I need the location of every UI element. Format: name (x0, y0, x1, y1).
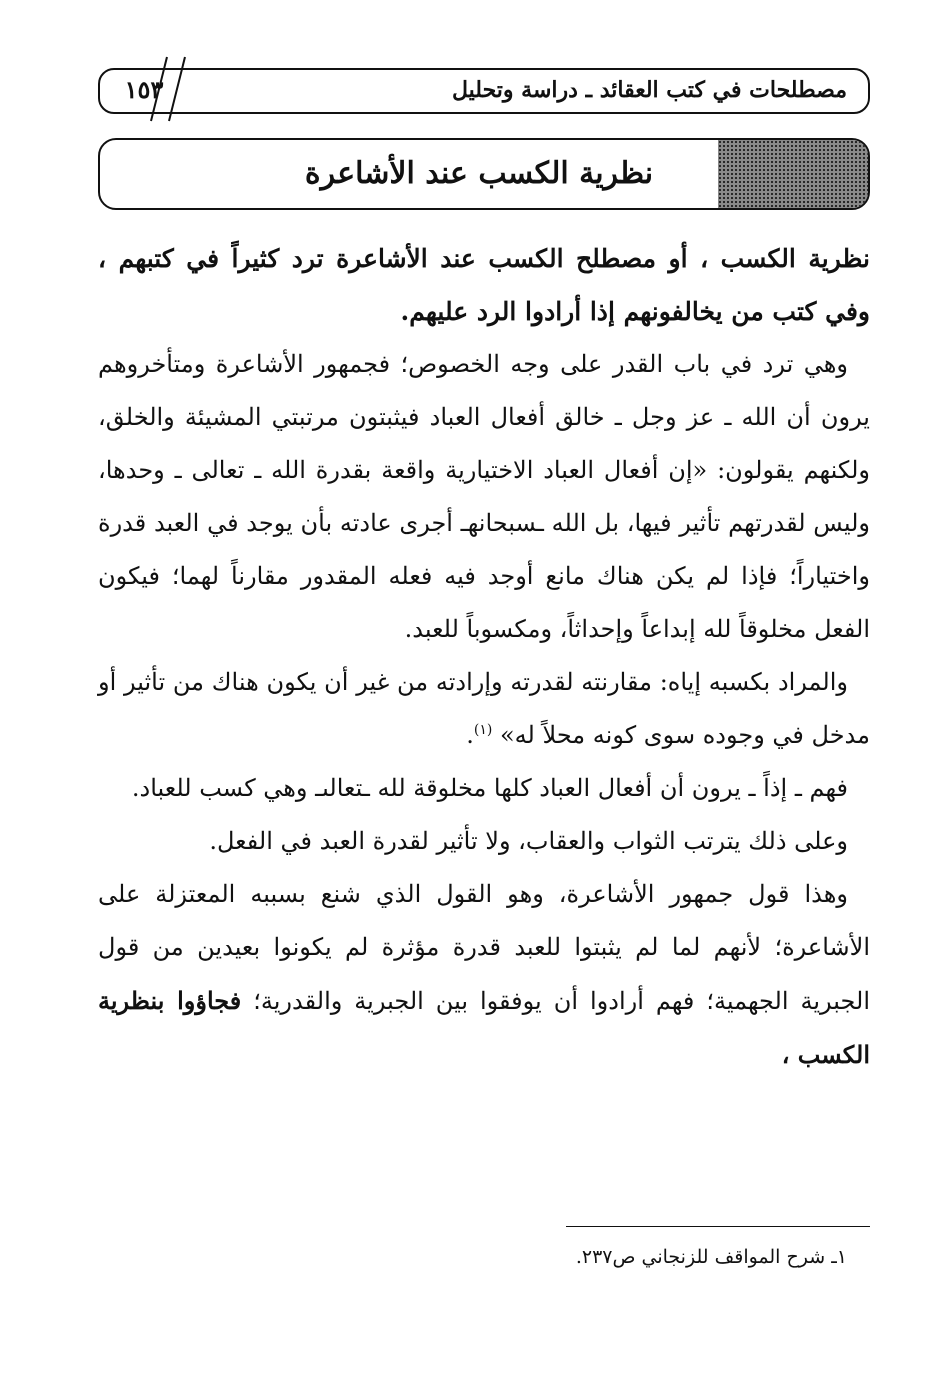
lead-paragraph: نظرية الكسب ، أو مصطلح الكسب عند الأشاعرة ترد كثيراً في كتبهم ، وفي كتب من يخالفونهم إذا أرادوا الرد عليهم. (98, 244, 870, 326)
section-title: نظرية الكسب عند الأشاعرة (304, 156, 654, 191)
paragraph-text: وهذا قول جمهور الأشاعرة، وهو القول الذي شنع بسببه المعتزلة على الأشاعرة؛ لأنهم لما لم يثبتوا للعبد قدرة مؤثرة لم يكونوا بعيدين من قول الجبرية الجهمية؛ فهم أرادوا أن يوفقوا بين الجبرية والقدرية؛ (98, 880, 870, 1015)
paragraph (98, 868, 870, 1082)
page-number: ١٥٣ (124, 75, 164, 104)
paragraph: والمراد بكسبه إياه: مقارنته لقدرته وإرادته من غير أن يكون هناك من تأثير أو مدخل في وجوده سوى كونه محلاً له» $^{(١)}$. (98, 668, 870, 749)
paragraph-text: والمراد بكسبه إياه: مقارنته لقدرته وإرادته من غير أن يكون هناك من تأثير أو مدخل في وجوده سوى كونه محلاً له» (98, 668, 870, 749)
running-title: مصطلحات في كتب العقائد ـ دراسة وتحليل (451, 77, 847, 103)
paragraph: وهي ترد في باب القدر على وجه الخصوص؛ فجمهور الأشاعرة ومتأخروهم يرون أن الله ـ عز وجل ـ خالق أفعال العباد فيثبتون مرتبتي المشيئة والخلق، ولكنهم يقولون: «إن أفعال العباد الاختيارية واقعة بقدرة الله ـ تعالى ـ وحدها، وليس لقدرتهم تأثير فيها، بل الله ـسبحانهـ أجرى عادته بأن يوجد في العبد قدرة واختياراً؛ فإذا لم يكن هناك مانع أوجد فيه فعله المقدور مقارناً لهما؛ فيكون الفعل مخلوقاً لله إبداعاً وإحداثاً، ومكسوباً للعبد. (98, 350, 870, 643)
paragraph: وعلى ذلك يترتب الثواب والعقاب، ولا تأثير لقدرة العبد في الفعل. (209, 827, 848, 855)
paragraph: فهم ـ إذاً ـ يرون أن أفعال العباد كلها مخلوقة لله ـتعالىـ وهي كسب للعباد. (131, 774, 848, 802)
title-ornament (718, 140, 868, 208)
footnote-reference[interactable]: (١) (473, 722, 493, 738)
page-body (98, 232, 870, 1082)
section-title-frame (98, 138, 870, 210)
footnote-separator (566, 1226, 870, 1227)
bold-phrase: فجاؤوا بنظرية الكسب ، (98, 986, 870, 1069)
footnote: ١ـ شرح المواقف للزنجاني ص٢٣٧. (575, 1246, 847, 1268)
